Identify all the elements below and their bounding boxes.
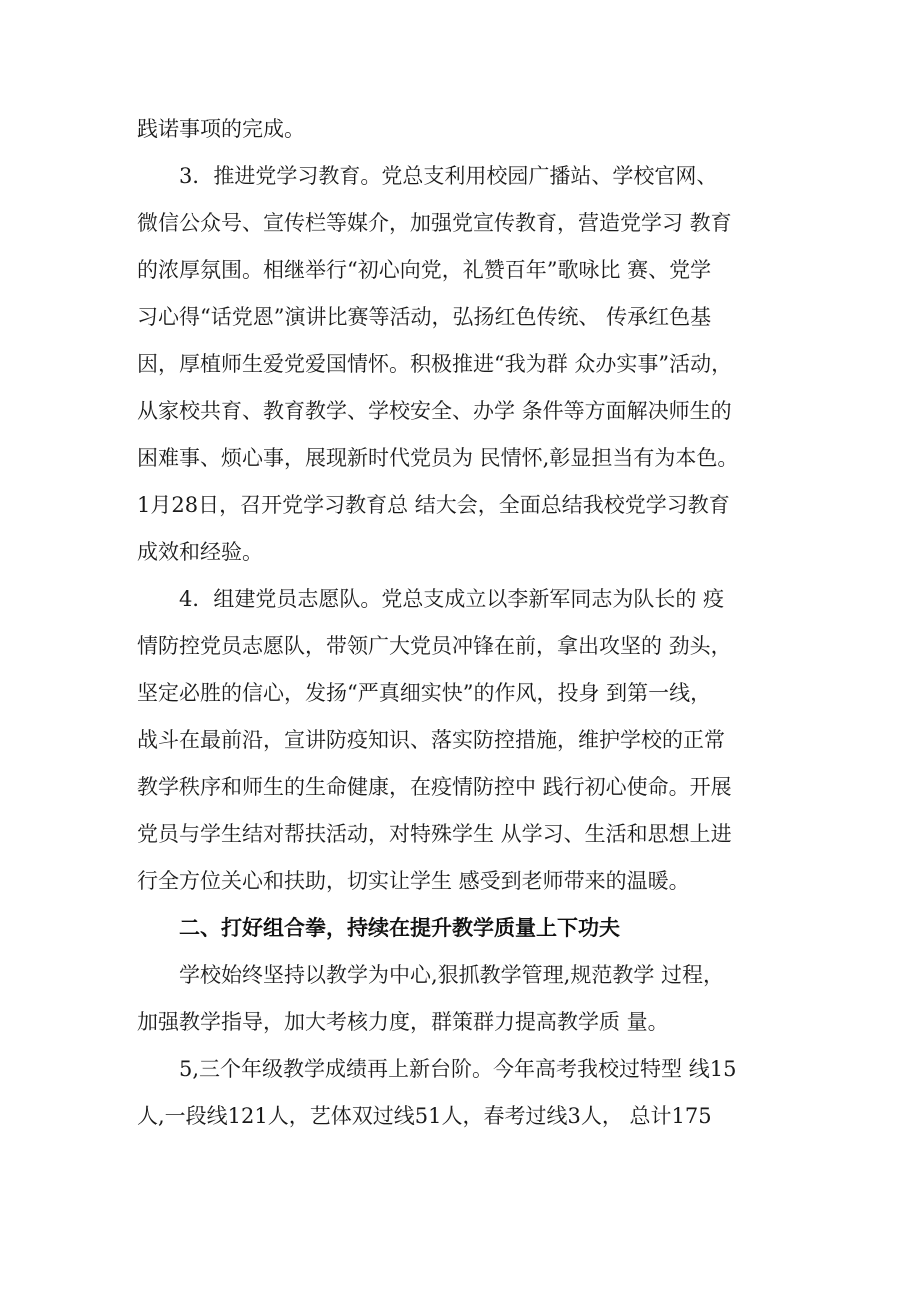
paragraph-5-line: 5,三个年级教学成绩再上新台阶。今年高考我校过特型 线15 bbox=[179, 1057, 737, 1081]
text-line: 行全方位关心和扶助，切实让学生 感受到老师带来的温暖。 bbox=[137, 869, 690, 893]
paragraph-3-line: 3．推进党学习教育。党总支利用校园广播站、学校官网、 bbox=[179, 164, 718, 188]
section-intro-line: 学校始终坚持以教学为中心,狠抓教学管理,规范教学 过程， bbox=[179, 963, 725, 987]
text-line: 习心得“话党恩”演讲比赛等活动，弘扬红色传统、 传承红色基 bbox=[137, 305, 712, 329]
text-line: 战斗在最前沿，宣讲防疫知识、落实防控措施，维护学校的正常 bbox=[137, 728, 725, 752]
text-line: 坚定必胜的信心，发扬“严真细实快”的作风，投身 到第一线， bbox=[137, 681, 712, 705]
text-line: 加强教学指导，加大考核力度，群策群力提高教学质 量。 bbox=[137, 1010, 669, 1034]
section-heading: 二、打好组合拳，持续在提升教学质量上下功夫 bbox=[179, 916, 620, 940]
text-line: 的浓厚氛围。相继举行“初心向党，礼赞百年”歌咏比 赛、党学 bbox=[137, 258, 712, 282]
text-line: 困难事、烦心事，展现新时代党员为 民情怀,彰显担当有为本色。 bbox=[137, 446, 739, 470]
text-line: 成效和经验。 bbox=[137, 540, 263, 564]
text-line: 教学秩序和师生的生命健康，在疫情防控中 践行初心使命。开展 bbox=[137, 775, 732, 799]
text-line: 党员与学生结对帮扶活动，对特殊学生 从学习、生活和思想上进 bbox=[137, 822, 732, 846]
text-line: 微信公众号、宣传栏等媒介，加强党宣传教育，营造党学习 教育 bbox=[137, 211, 732, 235]
text-line: 因，厚植师生爱党爱国情怀。积极推进“我为群 众办实事”活动， bbox=[137, 352, 733, 376]
text-line: 践诺事项的完成。 bbox=[137, 117, 305, 141]
text-line: 1月28日，召开党学习教育总 结大会，全面总结我校党学习教育 bbox=[137, 493, 730, 517]
document-body bbox=[137, 106, 797, 1140]
text-line: 人,一段线121人，艺体双过线51人，春考过线3人， 总计175 bbox=[137, 1104, 712, 1128]
text-line: 情防控党员志愿队，带领广大党员冲锋在前，拿出攻坚的 劲头， bbox=[137, 634, 732, 658]
text-line: 从家校共育、教育教学、学校安全、办学 条件等方面解决师生的 bbox=[137, 399, 732, 423]
paragraph-4-line: 4．组建党员志愿队。党总支成立以李新军同志为队长的 疫 bbox=[179, 587, 725, 611]
